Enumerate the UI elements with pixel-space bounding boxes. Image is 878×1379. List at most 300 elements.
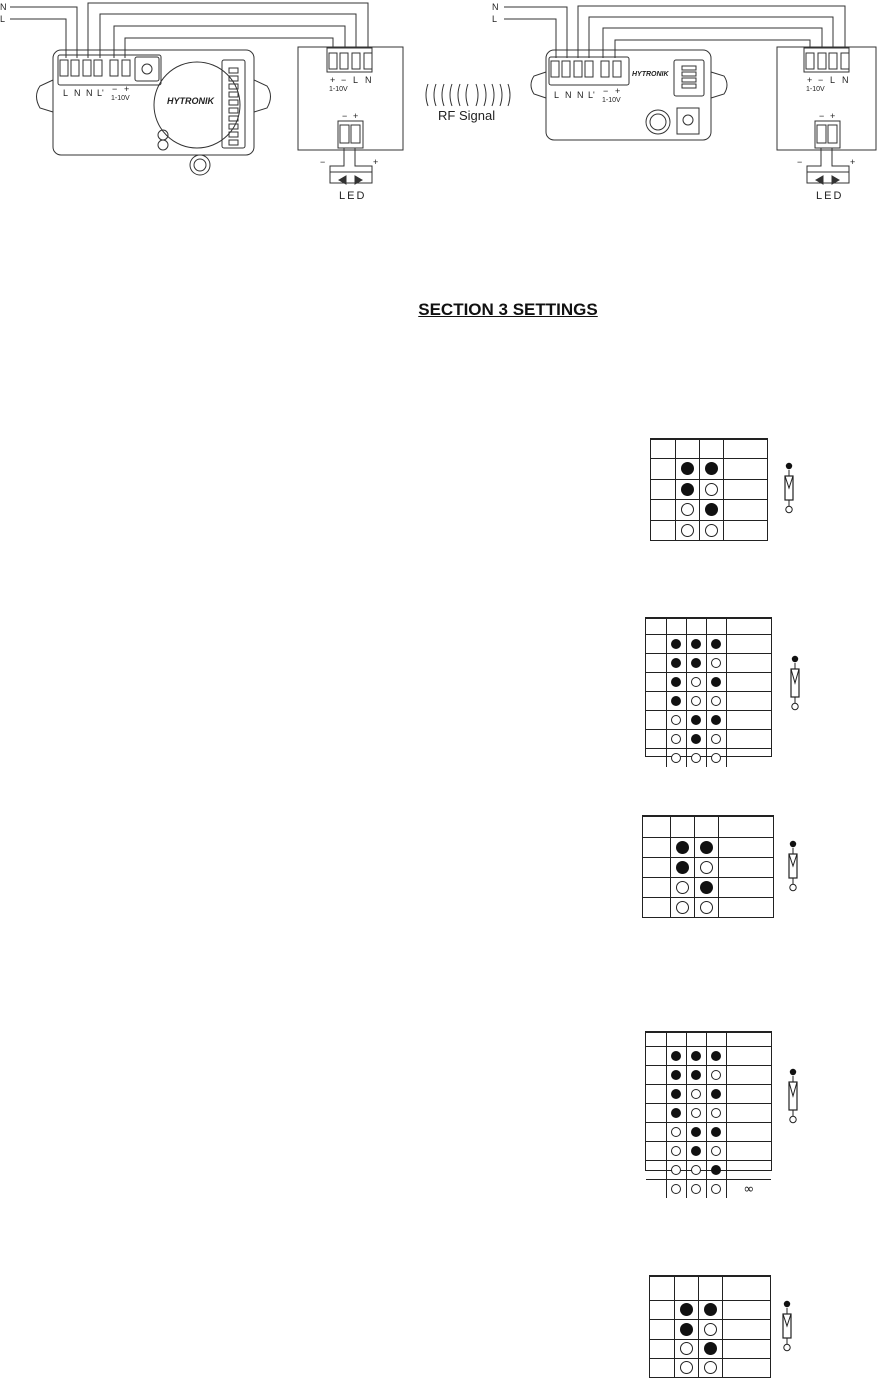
dip-switch-legend-icon [787, 655, 803, 711]
right-driver-range: 1-10V [806, 86, 825, 93]
dip-cell [675, 520, 699, 540]
right-terminal-label: + [615, 86, 621, 96]
header-cell [666, 619, 686, 635]
dip-cell [670, 858, 694, 878]
dip-off-dot [671, 734, 681, 744]
row-label-cell [646, 673, 666, 692]
row-label-cell [651, 459, 675, 480]
dip-on-dot [681, 462, 694, 475]
table-row [646, 1047, 771, 1066]
dip-on-dot [704, 1303, 717, 1316]
dip-off-dot [691, 696, 701, 706]
value-cell [726, 1161, 771, 1180]
row-label-cell [646, 1085, 666, 1104]
header-cell [670, 817, 694, 838]
dip-cell [706, 1142, 726, 1161]
dip-cell [686, 1085, 706, 1104]
dip-off-dot [671, 753, 681, 763]
dip-cell [686, 1161, 706, 1180]
header-cell [651, 440, 675, 459]
dip-cell [686, 1123, 706, 1142]
dip-off-dot [676, 881, 689, 894]
table-row [643, 838, 773, 858]
left-led-polarity: + [373, 157, 379, 167]
header-cell [643, 817, 670, 838]
dip-cell [694, 898, 718, 918]
dip-cell [666, 749, 686, 768]
dip-cell [706, 1123, 726, 1142]
dip-on-dot [711, 639, 721, 649]
dip-cell [698, 1339, 722, 1358]
dip-cell [706, 711, 726, 730]
left-terminal-label: N [74, 88, 81, 98]
right-driver-label: L [830, 75, 836, 85]
dip-off-dot [681, 503, 694, 516]
left-range-label: 1-10V [111, 95, 130, 102]
row-label-cell [651, 500, 675, 521]
dip-cell [674, 1339, 698, 1358]
value-cell [718, 838, 773, 858]
dip-cell [666, 692, 686, 711]
dip-off-dot [711, 1070, 721, 1080]
row-label-cell [643, 858, 670, 878]
dip-on-dot [711, 1165, 721, 1175]
dip-cell [666, 1123, 686, 1142]
row-label-cell [646, 1161, 666, 1180]
dip-cell [686, 1104, 706, 1123]
settings-grid-2 [645, 617, 772, 757]
off-symbol [784, 1344, 790, 1350]
value-cell [726, 635, 771, 654]
table-row [646, 673, 771, 692]
dip-cell [706, 730, 726, 749]
row-label-cell [650, 1358, 674, 1377]
header-cell [686, 619, 706, 635]
right-terminal-label: N [577, 90, 584, 100]
table-row [646, 635, 771, 654]
dip-cell [698, 1320, 722, 1339]
dip-cell [670, 838, 694, 858]
dip-on-dot [711, 1127, 721, 1137]
row-label-cell [646, 635, 666, 654]
value-cell [722, 1358, 770, 1377]
value-cell [718, 858, 773, 878]
left-brand-logo: HYTRONIK [167, 96, 214, 106]
table-header-row [646, 619, 771, 635]
dip-cell [686, 635, 706, 654]
value-cell [723, 459, 768, 480]
dip-cell [670, 898, 694, 918]
right-brand-logo: HYTRONIK [632, 71, 669, 78]
dip-on-dot [711, 1051, 721, 1061]
dip-on-dot [671, 1108, 681, 1118]
dip-cell [675, 479, 699, 500]
dip-on-dot [705, 462, 718, 475]
settings-grid-5 [649, 1275, 771, 1378]
dip-off-dot [705, 483, 718, 496]
dip-off-dot [676, 901, 689, 914]
dip-off-dot [671, 1165, 681, 1175]
dip-cell [686, 749, 706, 768]
dip-on-dot [691, 715, 701, 725]
dip-cell [706, 1180, 726, 1199]
table-row [646, 711, 771, 730]
dip-cell [686, 692, 706, 711]
dip-off-dot [680, 1342, 693, 1355]
dip-on-dot [681, 483, 694, 496]
dip-off-dot [700, 901, 713, 914]
table-row [646, 730, 771, 749]
table-row [643, 858, 773, 878]
value-cell [723, 500, 768, 521]
left-driver-label: + [330, 75, 336, 85]
header-cell [699, 440, 723, 459]
dip-cell [706, 749, 726, 768]
dip-cell [666, 654, 686, 673]
table-row [650, 1320, 770, 1339]
dip-cell [699, 520, 723, 540]
dip-cell [706, 654, 726, 673]
dip-off-dot [691, 1184, 701, 1194]
value-cell [726, 692, 771, 711]
dip-cell [666, 1142, 686, 1161]
table-row [646, 692, 771, 711]
dip-off-dot [711, 1146, 721, 1156]
dip-off-dot [671, 1184, 681, 1194]
left-driver-range: 1-10V [329, 86, 348, 93]
dip-cell [666, 711, 686, 730]
dip-switch-legend-icon [785, 1068, 801, 1124]
dip-switch-legend-icon [781, 462, 797, 514]
table-row [651, 459, 768, 480]
dip-on-dot [676, 841, 689, 854]
section-title: SECTION 3 SETTINGS [418, 300, 598, 319]
row-label-cell [646, 1104, 666, 1123]
value-cell [718, 878, 773, 898]
right-driver-label: + [807, 75, 813, 85]
right-driver-label: − [818, 75, 824, 85]
table-row [646, 749, 771, 768]
dip-off-dot [680, 1361, 693, 1374]
settings-grid-1 [650, 438, 768, 541]
off-symbol [790, 884, 796, 890]
dip-cell [694, 878, 718, 898]
left-driver-label: N [365, 75, 372, 85]
header-cell [723, 440, 768, 459]
dip-on-dot [691, 1070, 701, 1080]
header-cell [694, 817, 718, 838]
dip-on-dot [711, 677, 721, 687]
row-label-cell [650, 1339, 674, 1358]
table-row [650, 1358, 770, 1377]
row-label-cell [646, 1066, 666, 1085]
header-cell [726, 1033, 771, 1047]
value-cell [726, 749, 771, 768]
value-cell [723, 520, 768, 540]
dip-cell [699, 459, 723, 480]
table-row [651, 520, 768, 540]
dip-off-dot [671, 1146, 681, 1156]
dip-on-dot [671, 1051, 681, 1061]
header-cell [686, 1033, 706, 1047]
header-cell [666, 1033, 686, 1047]
dip-off-dot [711, 734, 721, 744]
dip-cell [666, 1066, 686, 1085]
dip-cell [675, 459, 699, 480]
dip-cell [674, 1301, 698, 1320]
table-header-row [646, 1033, 771, 1047]
right-terminal-label: L' [588, 90, 595, 100]
left-terminal-label: − [112, 84, 118, 94]
left-terminal-label: L' [97, 88, 104, 98]
right-terminal-label: N [565, 90, 572, 100]
dip-cell [694, 838, 718, 858]
dip-off-dot [691, 1089, 701, 1099]
settings-grid-3 [642, 815, 774, 918]
dip-cell [666, 635, 686, 654]
dip-cell [666, 673, 686, 692]
dip-cell [706, 1066, 726, 1085]
dip-on-dot [700, 841, 713, 854]
dip-cell [699, 479, 723, 500]
left-driver-label: − [341, 75, 347, 85]
row-label-cell [643, 838, 670, 858]
dip-on-dot [671, 1070, 681, 1080]
dip-off-dot [700, 861, 713, 874]
table-header-row [651, 440, 768, 459]
dip-cell [706, 1085, 726, 1104]
dip-cell [674, 1320, 698, 1339]
dip-cell [706, 1104, 726, 1123]
dip-on-dot [680, 1323, 693, 1336]
dip-off-dot [681, 524, 694, 537]
header-cell [646, 1033, 666, 1047]
right-led-polarity: + [850, 157, 856, 167]
right-led-polarity: − [797, 157, 803, 167]
dip-on-dot [671, 639, 681, 649]
left-line-l: L [0, 14, 6, 24]
dip-off-dot [691, 677, 701, 687]
dip-cell [686, 1180, 706, 1199]
dip-on-dot [705, 503, 718, 516]
row-label-cell [646, 1047, 666, 1066]
value-cell [726, 1066, 771, 1085]
table-row [650, 1301, 770, 1320]
dip-cell [686, 654, 706, 673]
dip-on-dot [700, 881, 713, 894]
header-cell [718, 817, 773, 838]
dip-on-dot [671, 677, 681, 687]
dip-off-dot [671, 1127, 681, 1137]
table-row [646, 1104, 771, 1123]
left-led-pin: + [353, 111, 359, 121]
dip-off-dot [711, 696, 721, 706]
dip-cell [675, 500, 699, 521]
table-row [646, 1180, 771, 1199]
dip-off-dot [704, 1323, 717, 1336]
header-cell [646, 619, 666, 635]
left-led-polarity: − [320, 157, 326, 167]
dip-on-dot [691, 1127, 701, 1137]
row-label-cell [646, 730, 666, 749]
dip-cell [686, 711, 706, 730]
dip-off-dot [711, 1184, 721, 1194]
header-cell [706, 1033, 726, 1047]
header-cell [698, 1277, 722, 1301]
dip-cell [686, 673, 706, 692]
dip-switch-legend-icon [779, 1300, 795, 1352]
settings-grid-4 [645, 1031, 772, 1197]
header-cell [706, 619, 726, 635]
table-header-row [643, 817, 773, 838]
dip-cell [686, 730, 706, 749]
dip-off-dot [691, 753, 701, 763]
value-cell [723, 479, 768, 500]
wiring-diagram [0, 0, 878, 215]
off-symbol [786, 506, 792, 512]
left-led-pin: − [342, 111, 348, 121]
row-label-cell [646, 1123, 666, 1142]
dip-cell [686, 1142, 706, 1161]
on-symbol [790, 1069, 796, 1075]
header-cell [650, 1277, 674, 1301]
left-terminal-label: N [86, 88, 93, 98]
dip-cell [699, 500, 723, 521]
dip-cell [674, 1358, 698, 1377]
row-label-cell [643, 898, 670, 918]
dip-off-dot [704, 1361, 717, 1374]
row-label-cell [650, 1320, 674, 1339]
dip-cell [706, 1047, 726, 1066]
rf-signal-label: RF Signal [438, 108, 496, 123]
dip-on-dot [711, 715, 721, 725]
on-symbol [790, 841, 796, 847]
value-cell [726, 673, 771, 692]
off-symbol [790, 1116, 796, 1122]
dip-on-dot [691, 639, 701, 649]
dip-cell [666, 1180, 686, 1199]
value-cell [726, 1104, 771, 1123]
dip-cell [706, 1161, 726, 1180]
dip-off-dot [711, 658, 721, 668]
table-row [646, 1161, 771, 1180]
header-cell [675, 440, 699, 459]
right-driver-label: N [842, 75, 849, 85]
dip-on-dot [711, 1089, 721, 1099]
on-symbol [784, 1301, 790, 1307]
value-cell [726, 730, 771, 749]
row-label-cell [650, 1301, 674, 1320]
value-cell [726, 1085, 771, 1104]
dip-off-dot [691, 1165, 701, 1175]
row-label-cell [651, 520, 675, 540]
dip-cell [698, 1358, 722, 1377]
dip-on-dot [691, 658, 701, 668]
dip-on-dot [676, 861, 689, 874]
row-label-cell [643, 878, 670, 898]
value-cell [726, 1047, 771, 1066]
table-row [646, 1066, 771, 1085]
left-driver-label: L [353, 75, 359, 85]
table-row [651, 500, 768, 521]
value-cell: ∞ [726, 1180, 771, 1199]
dip-on-dot [680, 1303, 693, 1316]
dip-cell [706, 673, 726, 692]
left-terminal-label: + [124, 84, 130, 94]
dip-cell [706, 692, 726, 711]
off-symbol [792, 703, 798, 709]
dip-on-dot [691, 1051, 701, 1061]
dip-on-dot [691, 1146, 701, 1156]
dip-cell [706, 635, 726, 654]
dip-cell [686, 1047, 706, 1066]
right-line-n: N [492, 2, 499, 12]
row-label-cell [646, 654, 666, 673]
dip-off-dot [671, 715, 681, 725]
dip-cell [686, 1066, 706, 1085]
row-label-cell [646, 711, 666, 730]
left-led-label: LED [339, 190, 367, 202]
left-terminal-label: L [63, 88, 69, 98]
row-label-cell [646, 749, 666, 768]
table-row [646, 1123, 771, 1142]
value-cell [722, 1301, 770, 1320]
right-led-pin: − [819, 111, 825, 121]
dip-off-dot [705, 524, 718, 537]
dip-cell [666, 1104, 686, 1123]
row-label-cell [646, 1180, 666, 1199]
dip-on-dot [671, 658, 681, 668]
dip-cell [670, 878, 694, 898]
dip-off-dot [691, 1108, 701, 1118]
table-header-row [650, 1277, 770, 1301]
left-line-n: N [0, 2, 7, 12]
right-terminal-label: L [554, 90, 560, 100]
header-cell [722, 1277, 770, 1301]
value-cell [726, 654, 771, 673]
dip-off-dot [711, 1108, 721, 1118]
dip-on-dot [704, 1342, 717, 1355]
dip-cell [666, 1085, 686, 1104]
table-row [651, 479, 768, 500]
table-row [646, 1085, 771, 1104]
row-label-cell [646, 1142, 666, 1161]
on-symbol [786, 463, 792, 469]
right-terminal-label: − [603, 86, 609, 96]
header-cell [726, 619, 771, 635]
dip-on-dot [691, 734, 701, 744]
dip-on-dot [671, 696, 681, 706]
dip-cell [698, 1301, 722, 1320]
value-cell [726, 1142, 771, 1161]
right-line-l: L [492, 14, 498, 24]
row-label-cell [646, 692, 666, 711]
dip-switch-legend-icon [785, 840, 801, 892]
value-cell [722, 1339, 770, 1358]
on-symbol [792, 656, 798, 662]
table-row [646, 1142, 771, 1161]
right-range-label: 1-10V [602, 97, 621, 104]
dip-cell [694, 858, 718, 878]
dip-on-dot [671, 1089, 681, 1099]
table-row [650, 1339, 770, 1358]
row-label-cell [651, 479, 675, 500]
dip-cell [666, 1047, 686, 1066]
dip-cell [666, 730, 686, 749]
value-cell [722, 1320, 770, 1339]
table-row [643, 898, 773, 918]
value-cell [718, 898, 773, 918]
